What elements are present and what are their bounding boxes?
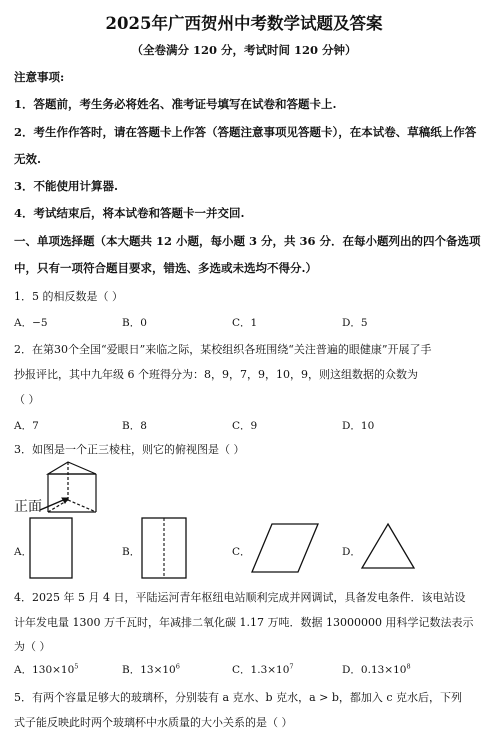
- notice-item-4: 4．考试结束后，将本试卷和答题卡一并交回.: [14, 206, 245, 220]
- question-2-line-2: 抄报评比，其中九年级 6 个班得分为：8，9，7，9，10，9，则这组数据的众数为: [14, 368, 418, 381]
- question-2-line-3: （ ）: [14, 393, 40, 406]
- q3-option-d-triangle: [360, 522, 416, 572]
- q3-option-c: C．: [232, 546, 251, 558]
- q1-option-a: A．−5: [14, 317, 48, 329]
- q2-option-b: B．8: [122, 420, 147, 432]
- question-2-line-1: 2．在第30个全国“爱眼日”来临之际，某校组织各班围绕“关注普遍的眼健康”开展了手: [14, 343, 432, 356]
- q2-option-d: D．10: [342, 420, 375, 432]
- page-title: 2025年广西贺州中考数学试题及答案: [105, 14, 383, 33]
- question-4-line-2: 计年发电量 1300 万千瓦时，年减排二氧化碳 1.17 万吨．数据 13000000 用科学记数法表示: [14, 616, 474, 629]
- question-5-line-2: 式子能反映此时两个玻璃杯中水质量的大小关系的是（ ）: [14, 716, 293, 729]
- question-1-stem: 1．5 的相反数是（ ）: [14, 290, 123, 303]
- question-4-line-1: 4．2025 年 5 月 4 日，平陆运河青年枢纽电站顺利完成并网调试，具备发电条件．该电站设: [14, 591, 466, 604]
- notice-item-3: 3．不能使用计算器.: [14, 179, 119, 193]
- question-5-line-1: 5．有两个容量足够大的玻璃杯，分别装有 a 克水、b 克水，a > b，都加入 c 克水后，下列: [14, 691, 463, 704]
- notice-item-2: 2．考生作作答时，请在答题卡上作答（答题注意事项见答题卡），在本试卷、草稿纸上作答: [14, 125, 477, 139]
- q4-option-b: B．$13\times 10^6$: [122, 662, 180, 676]
- q3-option-d: D．: [342, 546, 361, 558]
- q4-option-c: C．$1.3\times 10^7$: [232, 662, 294, 676]
- front-view-label: 正面: [14, 499, 42, 515]
- front-arrow-icon: [38, 494, 78, 514]
- notice-item-2-cont: 无效.: [14, 152, 42, 166]
- q1-option-d: D．5: [342, 317, 368, 329]
- q2-option-c: C．9: [232, 420, 258, 432]
- q1-option-b: B．0: [122, 317, 147, 329]
- q2-option-a: A．7: [14, 420, 39, 432]
- question-3-stem: 3．如图是一个正三棱柱，则它的俯视图是（ ）: [14, 443, 245, 456]
- q3-option-b-rectangle-divided: [140, 516, 188, 580]
- q4-option-d: D．$0.13\times 10^8$: [342, 662, 411, 676]
- q3-option-a-rectangle: [28, 516, 74, 580]
- notice-heading: 注意事项:: [14, 70, 65, 84]
- q1-option-c: C．1: [232, 317, 258, 329]
- q4-option-a: A．$130\times 10^5$: [14, 662, 79, 676]
- q3-option-a: A．: [14, 546, 33, 558]
- section-heading: 一、单项选择题（本大题共 12 小题，每小题 3 分，共 36 分．在每小题列出的四个备选项: [14, 234, 481, 248]
- exam-subtitle: （全卷满分 120 分，考试时间 120 分钟）: [131, 43, 357, 57]
- q3-option-c-parallelogram: [250, 522, 320, 574]
- q3-option-b: B．: [122, 546, 141, 558]
- section-heading-cont: 中，只有一项符合题目要求，错选、多选或未选均不得分.）: [14, 261, 318, 275]
- notice-item-1: 1．答题前，考生务必将姓名、准考证号填写在试卷和答题卡上.: [14, 97, 337, 111]
- question-4-line-3: 为（ ）: [14, 640, 51, 653]
